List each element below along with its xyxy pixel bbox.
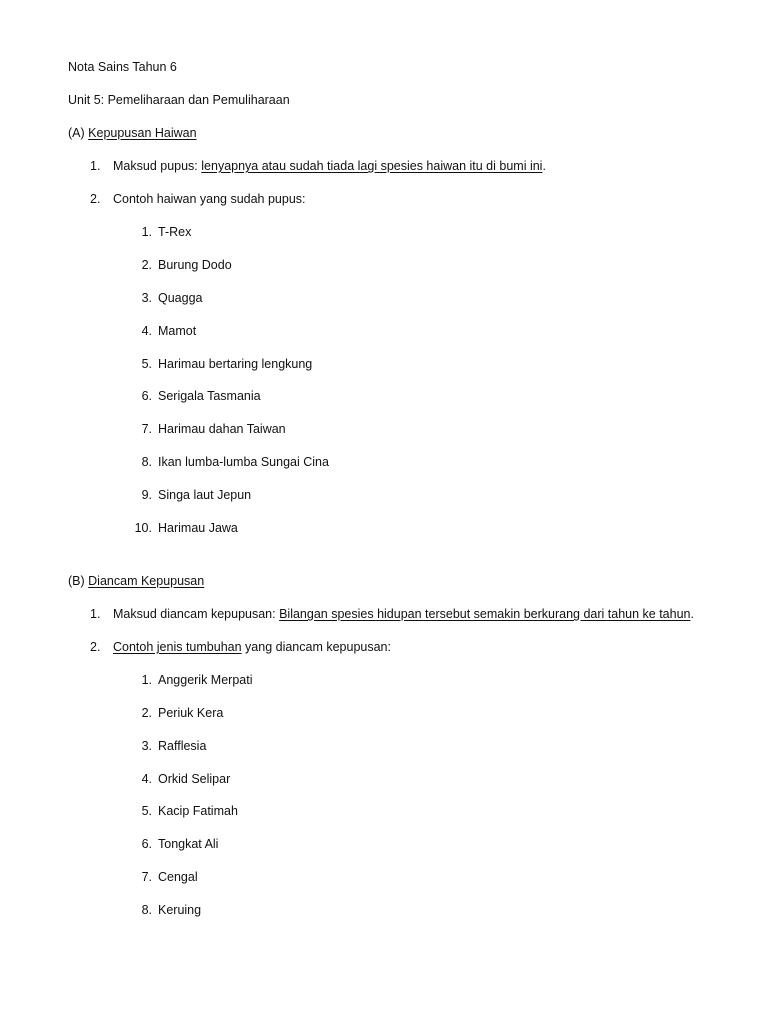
list-number: 1.: [141, 225, 152, 239]
list-number: 3.: [141, 739, 152, 753]
list-number: 9.: [141, 488, 152, 502]
list-item: [130, 738, 206, 754]
animal-name: Ikan lumba-lumba Sungai Cina: [158, 455, 329, 469]
list-item: [130, 803, 238, 819]
section-a-label: (A): [68, 126, 85, 140]
section-b-item-1: [90, 606, 694, 622]
list-item: [130, 869, 198, 885]
list-item: [130, 257, 232, 273]
definition-text: lenyapnya atau sudah tiada lagi spesies haiwan itu di bumi ini: [201, 159, 543, 173]
list-number: 10.: [134, 521, 152, 535]
list-number: 4.: [141, 324, 152, 338]
list-item: [130, 836, 218, 852]
list-number: 5.: [141, 357, 152, 371]
list-item: [130, 672, 253, 688]
list-item: [130, 388, 261, 404]
list-item: [130, 487, 251, 503]
list-number: 2.: [141, 706, 152, 720]
plant-name: Anggerik Merpati: [158, 673, 253, 687]
doc-title: Nota Sains Tahun 6: [68, 60, 177, 74]
section-a-item-2: [90, 191, 306, 207]
list-item: [130, 771, 230, 787]
list-number: 7.: [141, 422, 152, 436]
section-b-label: (B): [68, 574, 85, 588]
list-item: [130, 421, 286, 437]
section-a-heading: [68, 125, 197, 141]
list-item: [130, 454, 329, 470]
animal-name: Quagga: [158, 291, 203, 305]
list-number: 2.: [141, 258, 152, 272]
animal-name: T-Rex: [158, 225, 192, 239]
plant-name: Keruing: [158, 903, 202, 917]
definition-prefix: Maksud diancam kepupusan:: [113, 607, 276, 621]
list-item: [130, 224, 191, 240]
unit-title: Unit 5: Pemeliharaan dan Pemuliharaan: [68, 93, 290, 107]
definition-text: Bilangan spesies hidupan tersebut semakin berkurang dari tahun ke tahun: [279, 607, 691, 621]
definition-suffix: .: [690, 607, 694, 621]
list-number: 1.: [90, 159, 101, 173]
list-number: 3.: [141, 291, 152, 305]
animal-name: Mamot: [158, 324, 197, 338]
list-number: 1.: [141, 673, 152, 687]
item-emphasis: Contoh jenis tumbuhan: [113, 640, 242, 654]
plant-name: Periuk Kera: [158, 706, 224, 720]
item-text: yang diancam kepupusan:: [245, 640, 391, 654]
list-item: [130, 290, 202, 306]
animal-name: Harimau bertaring lengkung: [158, 357, 313, 371]
section-b-title: Diancam Kepupusan: [88, 574, 205, 588]
list-number: 1.: [90, 607, 101, 621]
item-text: Contoh haiwan yang sudah pupus:: [113, 192, 306, 206]
animal-name: Burung Dodo: [158, 258, 232, 272]
list-number: 8.: [141, 455, 152, 469]
animal-name: Harimau dahan Taiwan: [158, 422, 286, 436]
section-b-item-2: [90, 639, 391, 655]
list-item: [130, 356, 312, 372]
list-item: [130, 902, 201, 918]
list-number: 7.: [141, 870, 152, 884]
definition-suffix: .: [542, 159, 546, 173]
list-number: 4.: [141, 772, 152, 786]
animal-name: Harimau Jawa: [158, 521, 238, 535]
list-number: 6.: [141, 837, 152, 851]
plant-name: Tongkat Ali: [158, 837, 219, 851]
list-item: [130, 323, 196, 339]
list-item: [130, 520, 238, 536]
section-a-item-1: [90, 158, 546, 174]
list-number: 5.: [141, 804, 152, 818]
list-number: 2.: [90, 640, 101, 654]
section-b-heading: [68, 573, 204, 589]
list-number: 8.: [141, 903, 152, 917]
section-a-title: Kepupusan Haiwan: [88, 126, 197, 140]
list-item: [130, 705, 223, 721]
plant-name: Cengal: [158, 870, 198, 884]
definition-prefix: Maksud pupus:: [113, 159, 198, 173]
list-number: 2.: [90, 192, 101, 206]
plant-name: Rafflesia: [158, 739, 207, 753]
animal-name: Singa laut Jepun: [158, 488, 252, 502]
list-number: 6.: [141, 389, 152, 403]
animal-name: Serigala Tasmania: [158, 389, 261, 403]
plant-name: Kacip Fatimah: [158, 804, 238, 818]
plant-name: Orkid Selipar: [158, 772, 231, 786]
